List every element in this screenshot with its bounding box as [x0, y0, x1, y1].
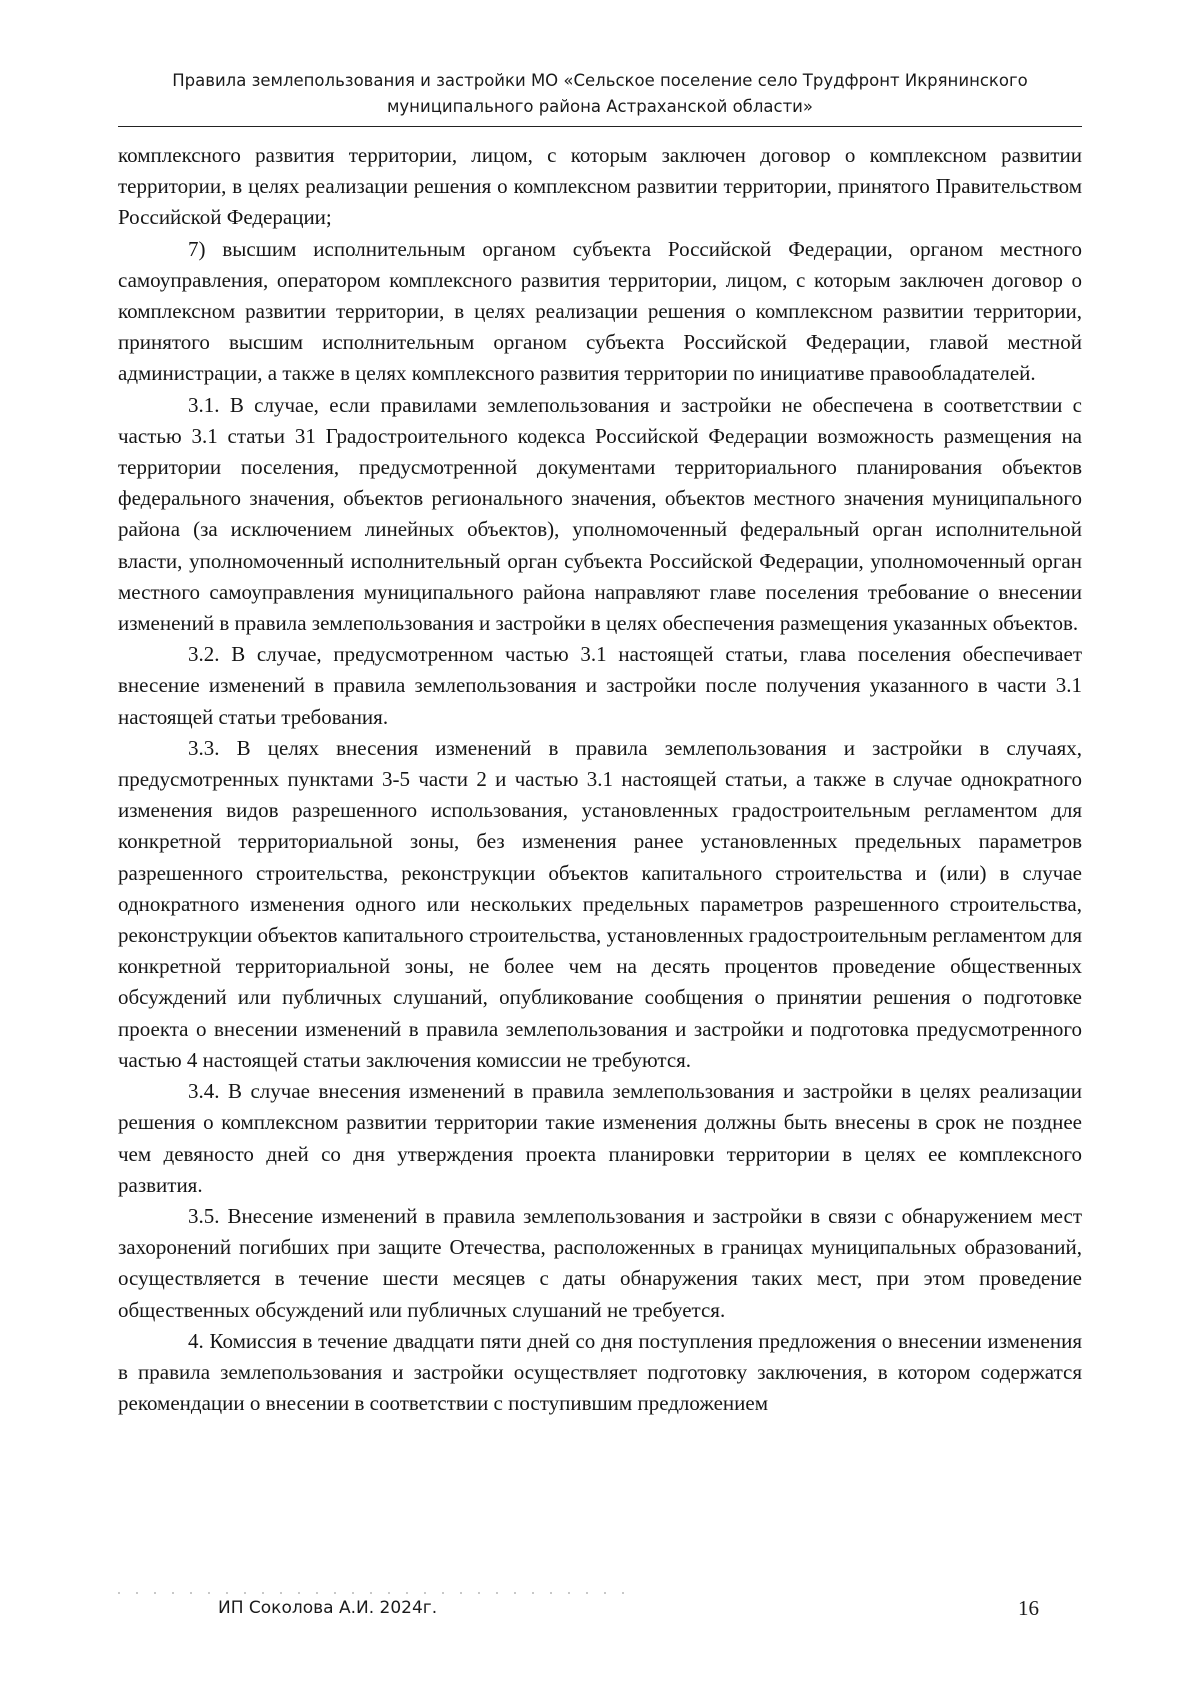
page-number: 16 — [1018, 1596, 1039, 1620]
running-header — [120, 68, 1080, 120]
paragraph-3-3: 3.3. В целях внесения изменений в правила землепользования и застройки в случаях, предусмотренных пунктами 3-5 части 2 и частью 3.1 настоящей статьи, а также в случае однократного изменения видов разрешенного использования, установленных градостроительным регламентом для конкретной территориальной зоны, без изменения ранее установленных предельных параметров разрешенного строительства, реконструкции объектов капитального строительства и (или) в случае однократного изменения одного или нескольких предельных параметров разрешенного строительства, реконструкции объектов капитального строительства, установленных градостроительным регламентом для конкретной территориальной зоны, не более чем на десять процентов проведение общественных обсуждений или публичных слушаний, опубликование сообщения о принятии решения о подготовке проекта о внесении изменений в правила землепользования и застройки и подготовка предусмотренного частью 4 настоящей статьи заключения комиссии не требуются. — [118, 735, 1082, 1072]
header-line-1: Правила землепользования и застройки МО «Сельское поселение село Трудфронт Икрянинского — [172, 71, 1028, 90]
paragraph-3-1: 3.1. В случае, если правилами землепользования и застройки не обеспечена в соответствии с частью 3.1 статьи 31 Градостроительного кодекса Российской Федерации возможность размещения на территории поселения, предусмотренной документами территориального планирования объектов федерального значения, объектов регионального значения, объектов местного значения муниципального района (за исключением линейных объектов), уполномоченный федеральный орган исполнительной власти, уполномоченный исполнительный орган субъекта Российской Федерации, уполномоченный орган местного самоуправления муниципального района направляют главе поселения требование о внесении изменений в правила землепользования и застройки в целях обеспечения размещения указанных объектов. — [118, 392, 1082, 636]
footer-dotted-rule — [118, 1592, 638, 1594]
header-divider — [118, 126, 1082, 127]
paragraph-continuation: комплексного развития территории, лицом, с которым заключен договор о комплексном развитии территории, в целях реализации решения о комплексном развитии территории, принятого Правительством Российской Федерации; — [118, 143, 1082, 230]
page-footer — [0, 1588, 1200, 1628]
footer-author: ИП Соколова А.И. 2024г. — [218, 1598, 438, 1618]
paragraph-item-7: 7) высшим исполнительным органом субъекта Российской Федерации, органом местного самоуправления, оператором комплексного развития территории, лицом, с которым заключен договор о комплексном развитии территории, в целях реализации решения о комплексном развитии территории, принятого высшим исполнительным органом субъекта Российской Федерации, главой местной администрации, а также в целях комплексного развития территории по инициативе правообладателей. — [118, 236, 1082, 386]
paragraph-3-4: 3.4. В случае внесения изменений в правила землепользования и застройки в целях реализации решения о комплексном развитии территории такие изменения должны быть внесены в срок не позднее чем девяносто дней со дня утверждения проекта планировки территории в целях ее комплексного развития. — [118, 1079, 1082, 1197]
document-body — [118, 140, 1082, 1419]
paragraph-3-5: 3.5. Внесение изменений в правила землепользования и застройки в связи с обнаружением мест захоронений погибших при защите Отечества, расположенных в границах муниципальных образований, осуществляется в течение шести месяцев с даты обнаружения таких мест, при этом проведение общественных обсуждений или публичных слушаний не требуется. — [118, 1203, 1082, 1322]
header-line-2: муниципального района Астраханской области» — [386, 97, 814, 116]
paragraph-4: 4. Комиссия в течение двадцати пяти дней со дня поступления предложения о внесении изменения в правила землепользования и застройки осуществляет подготовку заключения, в котором содержатся рекомендации о внесении в соответствии с поступившим предложением — [118, 1328, 1082, 1416]
paragraph-3-2: 3.2. В случае, предусмотренном частью 3.1 настоящей статьи, глава поселения обеспечивает внесение изменений в правила землепользования и застройки после получения указанного в части 3.1 настоящей статьи требования. — [118, 642, 1082, 729]
